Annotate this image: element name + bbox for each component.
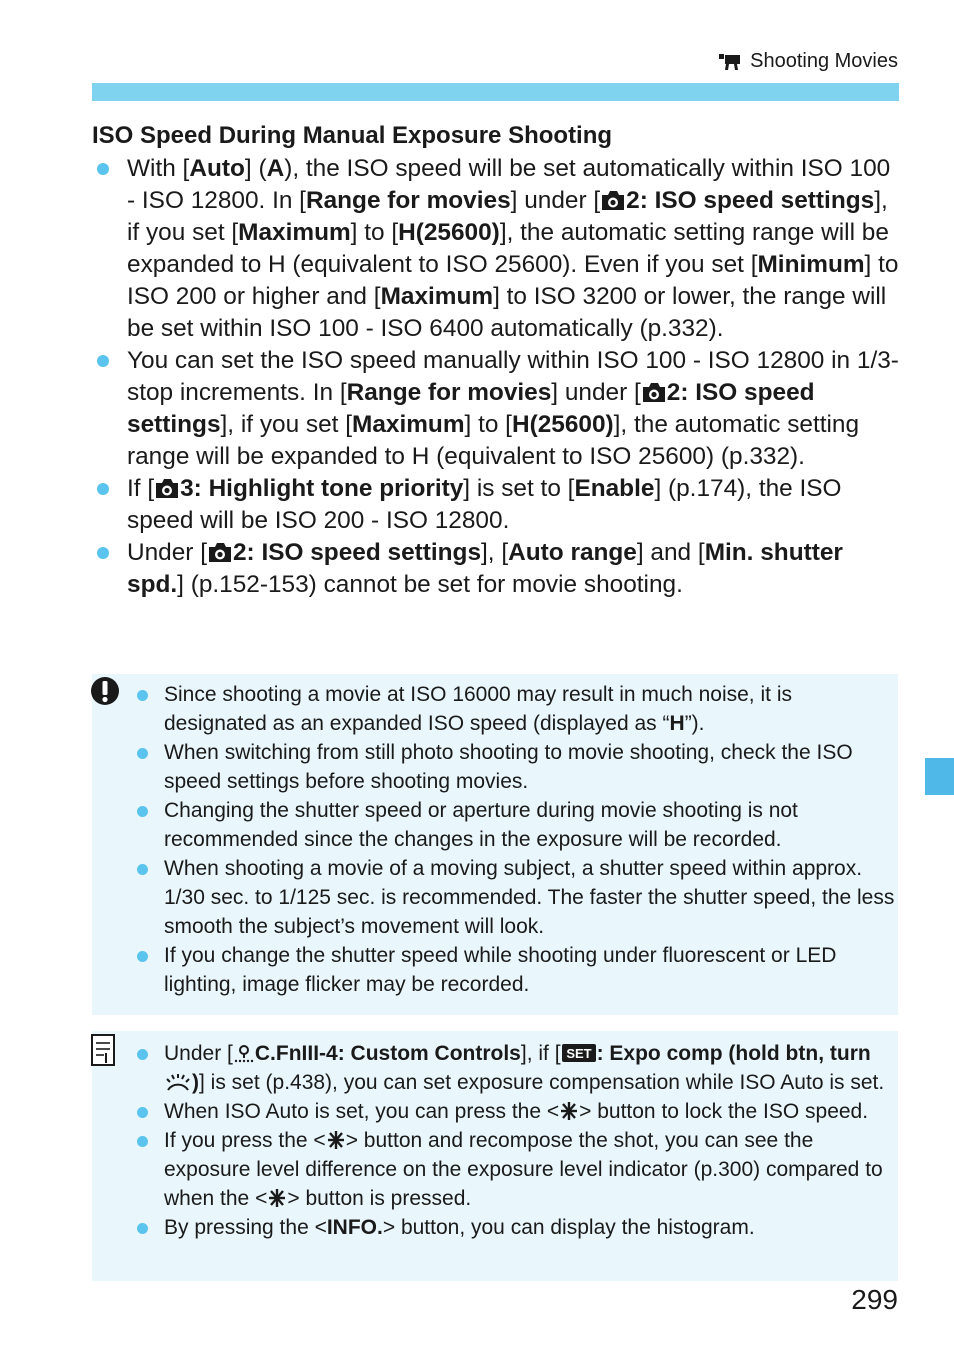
list-item: You can set the ISO speed manually within ISO 100 - ISO 12800 in 1/3-stop increments. In [Range for movies] under [ 2: ISO speed settings], if you set [Maximum] to [H(25600)], the automatic setting range will be expanded to H (equivalent to ISO 25600) (p.332). (92, 345, 902, 473)
svg-text:SET: SET (565, 1046, 592, 1061)
note-box (92, 1031, 898, 1281)
list-item: Under [ C.FnIII-4: Custom Controls], if [ SET : Expo comp (hold btn, turn )] is set (p.438), you can set exposure compensation while ISO Auto is set. (135, 1039, 895, 1097)
list-item: Since shooting a movie at ISO 16000 may result in much noise, it is designated as an expanded ISO speed (displayed as “H”). (135, 680, 895, 738)
bullet-icon (137, 1136, 148, 1147)
bullet-icon (137, 1107, 148, 1118)
camera-icon (641, 382, 667, 403)
note-list (135, 1039, 895, 1242)
main-list (92, 153, 902, 601)
bullet-icon (137, 748, 148, 759)
bullet-icon (97, 163, 109, 175)
caution-icon (90, 676, 120, 706)
camera-icon (600, 190, 626, 211)
chapter-tab (925, 758, 954, 795)
list-item: If you press the < > button and recompose the shot, you can see the exposure level difference on the exposure level indicator (p.300) compared to when the < > button is pressed. (135, 1126, 895, 1213)
caution-box (92, 674, 898, 1015)
info-button-label: INFO. (326, 1216, 383, 1239)
list-item: When shooting a movie of a moving subject, a shutter speed within approx. 1/30 sec. to 1/125 sec. is recommended. The faster the shutter speed, the less smooth the subject’s movement will look. (135, 854, 895, 941)
header-bar (92, 83, 899, 101)
bullet-icon (137, 864, 148, 875)
camera-icon (207, 542, 233, 563)
bullet-icon (137, 1223, 148, 1234)
list-item: With [Auto] (A), the ISO speed will be set automatically within ISO 100 - ISO 12800. In [Range for movies] under [ 2: ISO speed settings], if you set [Maximum] to [H(25600)], the automatic setting range will be expanded to H (equivalent to ISO 25600). Even if you set [Minimum] to ISO 200 or higher and [Maximum] to ISO 3200 or lower, the range will be set within ISO 100 - ISO 6400 automatically (p.332). (92, 153, 902, 345)
bullet-icon (137, 1049, 148, 1060)
bullet-icon (97, 355, 109, 367)
ae-lock-icon (559, 1101, 579, 1121)
list-item: When ISO Auto is set, you can press the < > button to lock the ISO speed. (135, 1097, 895, 1126)
list-item: If you change the shutter speed while shooting under fluorescent or LED lighting, image flicker may be recorded. (135, 941, 895, 999)
section-title: ISO Speed During Manual Exposure Shooting (92, 122, 613, 149)
ae-lock-icon (267, 1188, 287, 1208)
list-item: Under [ 2: ISO speed settings], [Auto range] and [Min. shutter spd.] (p.152-153) cannot be set for movie shooting. (92, 537, 902, 601)
bullet-icon (137, 690, 148, 701)
ae-lock-icon (326, 1130, 346, 1150)
movie-camera-icon (718, 53, 742, 71)
list-item: When switching from still photo shooting to movie shooting, check the ISO speed settings before shooting movies. (135, 738, 895, 796)
custom-function-icon (233, 1043, 255, 1063)
note-icon (90, 1033, 116, 1067)
running-header (718, 50, 898, 73)
bullet-icon (137, 951, 148, 962)
caution-list (135, 680, 895, 999)
bullet-icon (97, 483, 109, 495)
list-item: If [ 3: Highlight tone priority] is set to [Enable] (p.174), the ISO speed will be ISO 200 - ISO 12800. (92, 473, 902, 537)
camera-icon (154, 478, 180, 499)
bullet-icon (97, 547, 109, 559)
list-item: By pressing the <INFO.> button, you can display the histogram. (135, 1213, 895, 1242)
page-number: 299 (851, 1284, 898, 1315)
bullet-icon (137, 806, 148, 817)
main-dial-icon (164, 1074, 192, 1092)
list-item: Changing the shutter speed or aperture during movie shooting is not recommended since the changes in the exposure will be recorded. (135, 796, 895, 854)
header-section-title: Shooting Movies (750, 50, 898, 72)
set-button-icon (561, 1043, 597, 1063)
